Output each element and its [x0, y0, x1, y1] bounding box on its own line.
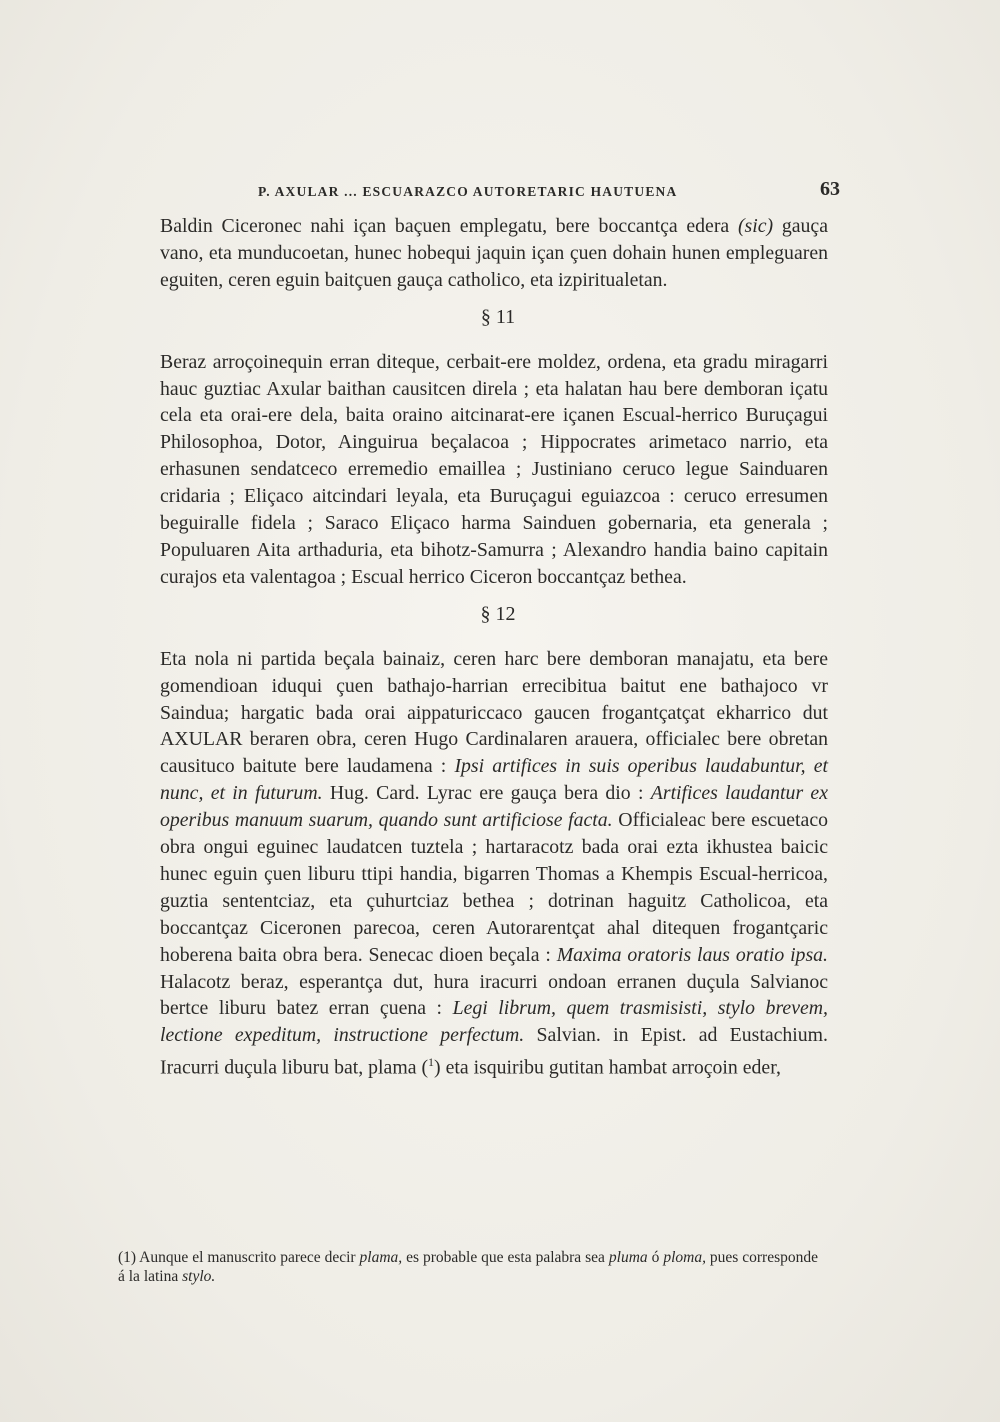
page-number: 63	[820, 178, 840, 200]
paragraph: Beraz arroçoinequin erran diteque, cerbait-ere moldez, ordena, eta gradu miragarri hauc guztiac Axular baithan causitcen direla ; eta halatan hau bere demboran içatu cela eta orai-ere dela, baita oraino aitcinarat-ere içanen Escual-herrico Buruçagui Philosophoa, Dotor, Ainguirua beçalacoa ; Hippocrates arimetaco narrio, eta erhasunen sendatceco erremedio emaillea ; Justiniano ceruco legue Sainduaren cridaria ; Eliçaco aitcindari leyala, eta Buruçagui eguiazcoa : ceruco erresumen beguiralle fidela ; Saraco Eliçaco harma Sainduen gobernaria, eta generala ; Populuaren Aita arthaduria, eta bihotz-Samurra ; Alexandro handia baino capitain curajos eta valentagoa ; Escual herrico Ciceron boccantçaz bethea.	[160, 350, 828, 588]
paragraph: Baldin Ciceronec nahi içan baçuen emplegatu, bere boccantça edera (sic) gauça vano, eta munducoetan, hunec hobequi jaquin içan çuen dohain hunen empleguaren eguiten, ceren eguin baitçuen gauça catholico, eta izpiritualetan.	[160, 215, 828, 291]
body-text	[160, 213, 828, 1082]
running-head: P. AXULAR ... ESCUARAZCO AUTORETARIC HAUTUENA	[258, 184, 678, 199]
paragraph: Eta nola ni partida beçala bainaiz, ceren harc bere demboran manajatu, eta bere gomendioan iduqui çuen bathajo-harrian errecibitua baitut ene bathajoco vr Saindua; hargatic bada orai aippaturiccaco gaucen frogantçatçat ekharrico dut AXULAR beraren obra, ceren Hugo Cardinalaren arauera, officialec bere obretan causituco baitute bere laudamena : Ipsi artifices in suis operibus laudabuntur, et nunc, et in futurum. Hug. Card. Lyrac ere gauça bera dio : Artifices laudantur ex operibus manuum suarum, quando sunt artificiose facta. Officialeac bere escuetaco obra ongui eguinec laudatcen tuztela ; hartaracotz bada orai ezta ikhustea baicic hunec eguin çuen liburu ttipi handia, bigarren Thomas a Khempis Escual-herricoa, guztia sententciaz, eta çuhurtciaz bethea ; dotrinan haguitz Catholicoa, eta boccantçaz Ciceronen parecoa, ceren Autorarentçat ahal ditequen frogantçaric hoberena baita obra bera. Senecac dioen beçala : Maxima oratoris laus oratio ipsa. Halacotz beraz, esperantça dut, hura iracurri ondoan erranen duçula Salvianoc bertce liburu batez erran çuena : Legi librum, quem trasmisisti, stylo brevem, lectione expeditum, instructione perfectum. Salvian. in Epist. ad Eustachium. Iracurri duçula liburu bat, plama ($^1$) eta isquiribu gutitan hambat arroçoin eder,	[160, 647, 829, 1079]
footnotes	[118, 1248, 818, 1286]
footnote-reference: 1	[428, 1055, 435, 1070]
footnote: (1) Aunque el manuscrito parece decir plama, es probable que esta palabra sea pluma ó ploma, pues corresponde á la latina stylo.	[118, 1249, 819, 1285]
section-heading: § 11	[480, 305, 516, 328]
section-heading: § 12	[480, 602, 516, 625]
page-header	[160, 178, 840, 210]
